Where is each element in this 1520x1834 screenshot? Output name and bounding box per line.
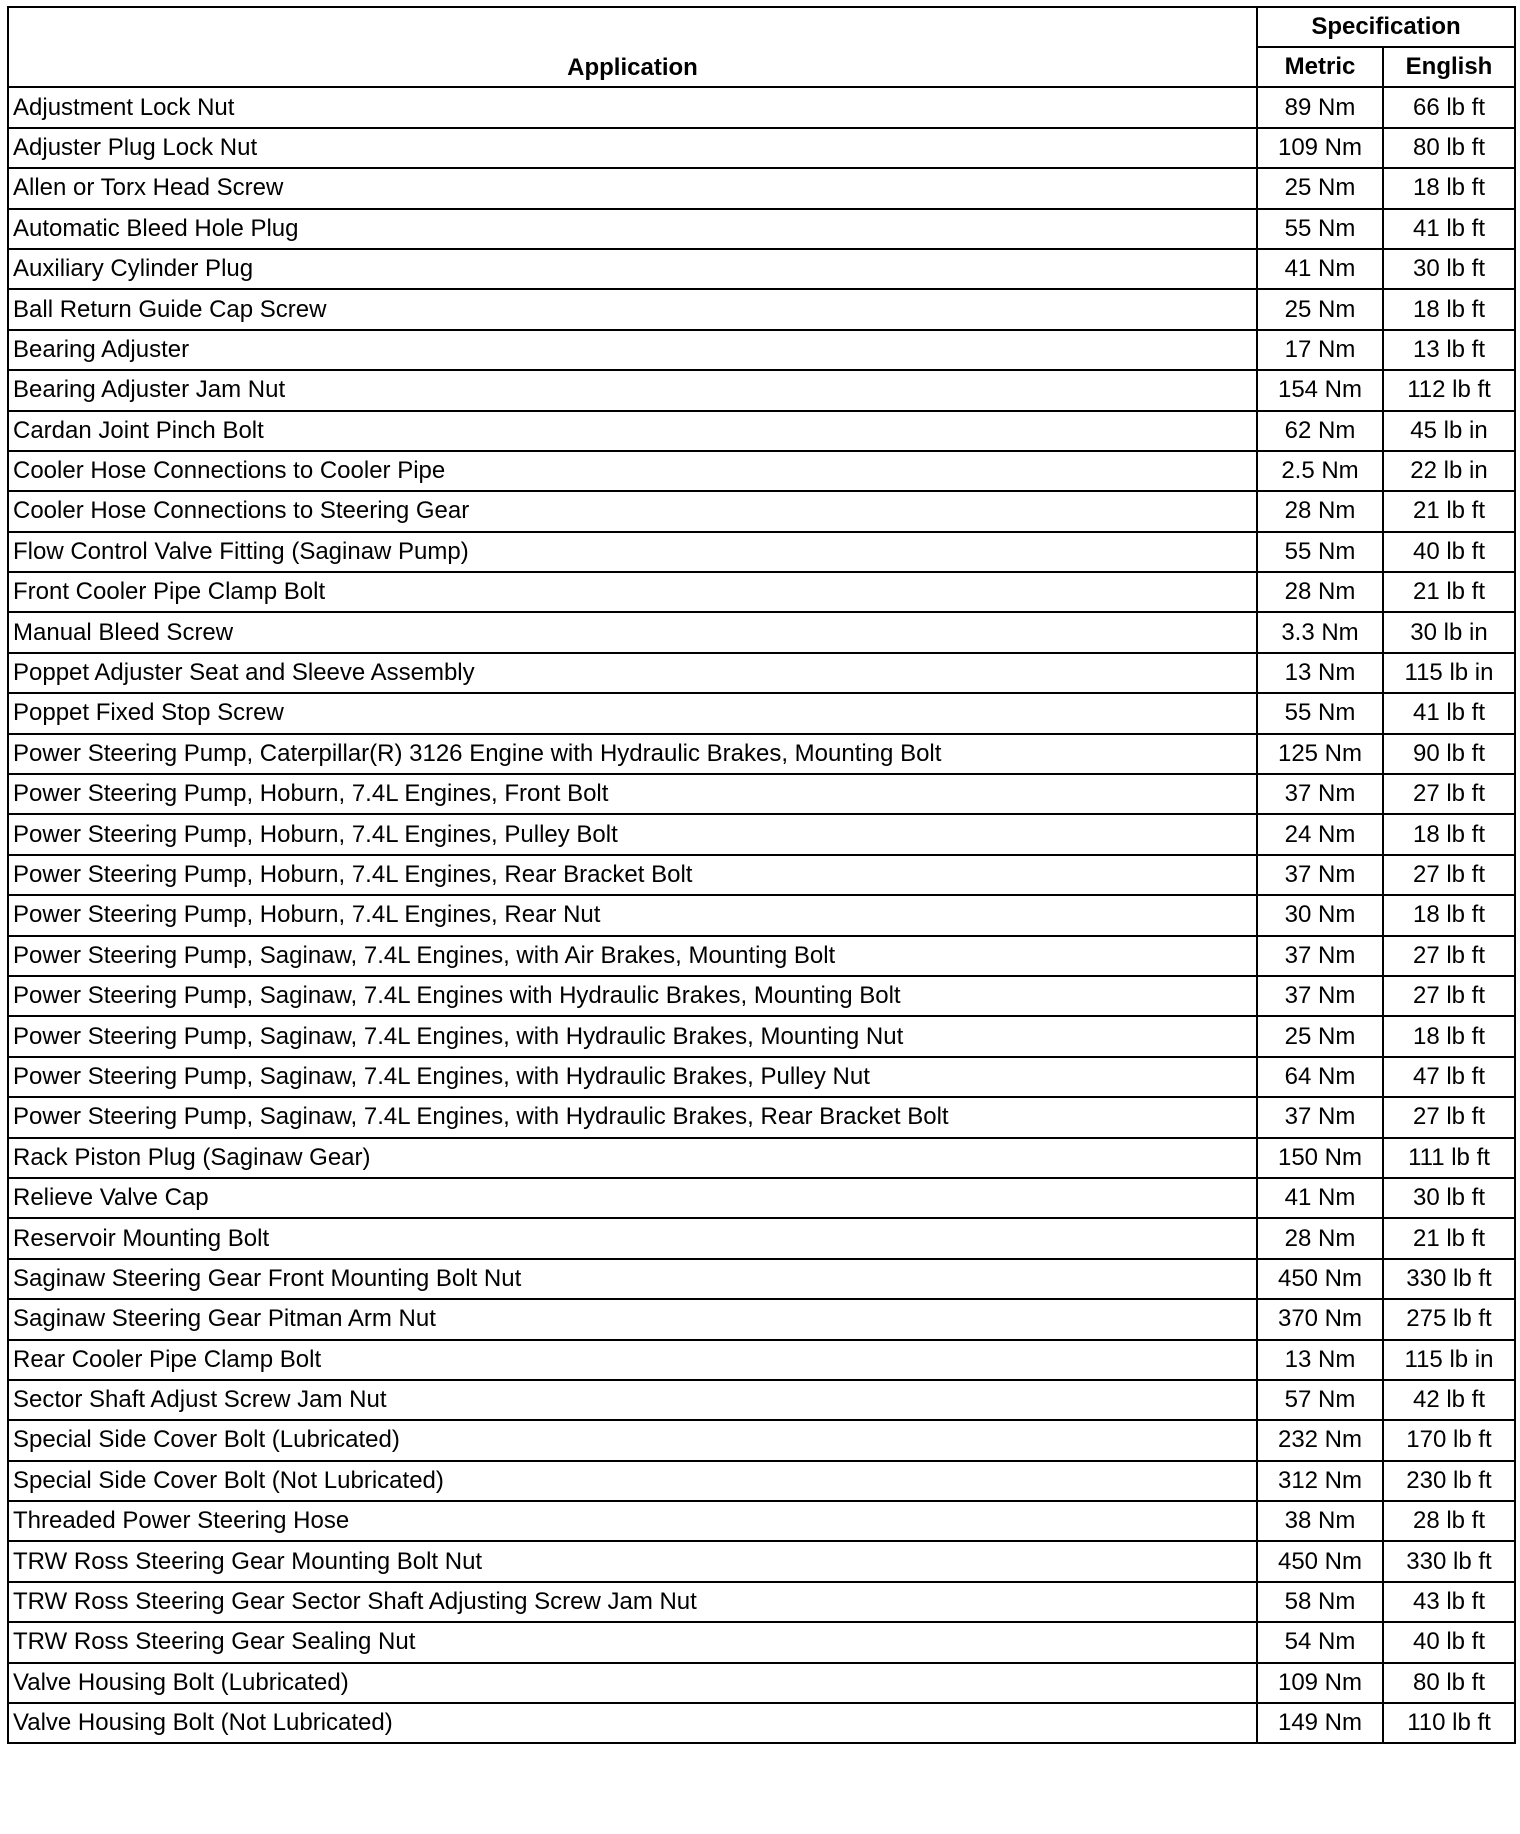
application-cell: Allen or Torx Head Screw (8, 168, 1257, 208)
application-cell: Relieve Valve Cap (8, 1178, 1257, 1218)
metric-cell: 37 Nm (1257, 855, 1383, 895)
english-cell: 27 lb ft (1383, 1097, 1515, 1137)
table-row (8, 411, 1515, 451)
application-cell: Power Steering Pump, Hoburn, 7.4L Engines, Rear Bracket Bolt (8, 855, 1257, 895)
table-row (8, 976, 1515, 1016)
header-row-top (8, 7, 1515, 47)
metric-cell: 150 Nm (1257, 1138, 1383, 1178)
application-cell: TRW Ross Steering Gear Mounting Bolt Nut (8, 1541, 1257, 1581)
table-row (8, 1622, 1515, 1662)
english-cell: 42 lb ft (1383, 1380, 1515, 1420)
application-cell: Sector Shaft Adjust Screw Jam Nut (8, 1380, 1257, 1420)
spec-sheet (7, 6, 1516, 1744)
table-row (8, 855, 1515, 895)
english-cell: 330 lb ft (1383, 1541, 1515, 1581)
metric-cell: 312 Nm (1257, 1461, 1383, 1501)
application-cell: Cooler Hose Connections to Steering Gear (8, 491, 1257, 531)
application-cell: Valve Housing Bolt (Lubricated) (8, 1663, 1257, 1703)
application-cell: Automatic Bleed Hole Plug (8, 209, 1257, 249)
torque-spec-table (7, 6, 1516, 1744)
application-cell: Special Side Cover Bolt (Not Lubricated) (8, 1461, 1257, 1501)
metric-cell: 25 Nm (1257, 289, 1383, 329)
english-cell: 40 lb ft (1383, 532, 1515, 572)
metric-cell: 37 Nm (1257, 936, 1383, 976)
english-cell: 90 lb ft (1383, 734, 1515, 774)
table-row (8, 1703, 1515, 1743)
application-cell: Power Steering Pump, Saginaw, 7.4L Engines, with Air Brakes, Mounting Bolt (8, 936, 1257, 976)
table-row (8, 168, 1515, 208)
english-cell: 18 lb ft (1383, 168, 1515, 208)
application-cell: Valve Housing Bolt (Not Lubricated) (8, 1703, 1257, 1743)
application-cell: Bearing Adjuster Jam Nut (8, 370, 1257, 410)
english-cell: 21 lb ft (1383, 491, 1515, 531)
english-cell: 18 lb ft (1383, 1016, 1515, 1056)
application-cell: TRW Ross Steering Gear Sector Shaft Adjusting Screw Jam Nut (8, 1582, 1257, 1622)
english-cell: 45 lb in (1383, 411, 1515, 451)
application-cell: Cooler Hose Connections to Cooler Pipe (8, 451, 1257, 491)
english-cell: 43 lb ft (1383, 1582, 1515, 1622)
english-cell: 115 lb in (1383, 653, 1515, 693)
application-cell: Adjuster Plug Lock Nut (8, 128, 1257, 168)
application-cell: Saginaw Steering Gear Pitman Arm Nut (8, 1299, 1257, 1339)
table-row (8, 1501, 1515, 1541)
metric-cell: 28 Nm (1257, 491, 1383, 531)
english-cell: 27 lb ft (1383, 774, 1515, 814)
english-cell: 18 lb ft (1383, 895, 1515, 935)
application-cell: Special Side Cover Bolt (Lubricated) (8, 1420, 1257, 1460)
english-cell: 170 lb ft (1383, 1420, 1515, 1460)
table-header (8, 7, 1515, 87)
table-row (8, 734, 1515, 774)
application-cell: Front Cooler Pipe Clamp Bolt (8, 572, 1257, 612)
table-row (8, 330, 1515, 370)
table-row (8, 1663, 1515, 1703)
metric-cell: 154 Nm (1257, 370, 1383, 410)
table-row (8, 774, 1515, 814)
metric-cell: 30 Nm (1257, 895, 1383, 935)
application-column-header: Application (8, 7, 1257, 87)
metric-cell: 149 Nm (1257, 1703, 1383, 1743)
metric-cell: 62 Nm (1257, 411, 1383, 451)
application-cell: Bearing Adjuster (8, 330, 1257, 370)
english-cell: 111 lb ft (1383, 1138, 1515, 1178)
english-cell: 13 lb ft (1383, 330, 1515, 370)
table-body (8, 87, 1515, 1743)
application-cell: Adjustment Lock Nut (8, 87, 1257, 127)
english-cell: 115 lb in (1383, 1340, 1515, 1380)
application-cell: Poppet Fixed Stop Screw (8, 693, 1257, 733)
metric-cell: 2.5 Nm (1257, 451, 1383, 491)
english-cell: 41 lb ft (1383, 693, 1515, 733)
english-cell: 80 lb ft (1383, 128, 1515, 168)
metric-cell: 28 Nm (1257, 572, 1383, 612)
english-cell: 18 lb ft (1383, 814, 1515, 854)
metric-cell: 450 Nm (1257, 1541, 1383, 1581)
table-row (8, 814, 1515, 854)
table-row (8, 249, 1515, 289)
metric-cell: 37 Nm (1257, 774, 1383, 814)
english-cell: 18 lb ft (1383, 289, 1515, 329)
english-cell: 80 lb ft (1383, 1663, 1515, 1703)
application-cell: Rack Piston Plug (Saginaw Gear) (8, 1138, 1257, 1178)
table-row (8, 532, 1515, 572)
application-cell: Power Steering Pump, Hoburn, 7.4L Engines, Pulley Bolt (8, 814, 1257, 854)
application-cell: Power Steering Pump, Hoburn, 7.4L Engines, Front Bolt (8, 774, 1257, 814)
metric-cell: 13 Nm (1257, 653, 1383, 693)
table-row (8, 1259, 1515, 1299)
application-cell: Reservoir Mounting Bolt (8, 1218, 1257, 1258)
english-cell: 22 lb in (1383, 451, 1515, 491)
english-cell: 28 lb ft (1383, 1501, 1515, 1541)
table-row (8, 1057, 1515, 1097)
metric-cell: 54 Nm (1257, 1622, 1383, 1662)
english-cell: 30 lb in (1383, 612, 1515, 652)
english-cell: 21 lb ft (1383, 1218, 1515, 1258)
table-row (8, 936, 1515, 976)
metric-cell: 37 Nm (1257, 1097, 1383, 1137)
table-row (8, 128, 1515, 168)
metric-cell: 25 Nm (1257, 1016, 1383, 1056)
metric-cell: 55 Nm (1257, 209, 1383, 249)
metric-cell: 232 Nm (1257, 1420, 1383, 1460)
metric-cell: 38 Nm (1257, 1501, 1383, 1541)
english-cell: 275 lb ft (1383, 1299, 1515, 1339)
english-cell: 66 lb ft (1383, 87, 1515, 127)
table-row (8, 1138, 1515, 1178)
metric-cell: 125 Nm (1257, 734, 1383, 774)
table-row (8, 693, 1515, 733)
metric-cell: 25 Nm (1257, 168, 1383, 208)
metric-cell: 109 Nm (1257, 1663, 1383, 1703)
english-cell: 47 lb ft (1383, 1057, 1515, 1097)
table-row (8, 1461, 1515, 1501)
metric-cell: 13 Nm (1257, 1340, 1383, 1380)
table-row (8, 1340, 1515, 1380)
table-row (8, 289, 1515, 329)
metric-column-header: Metric (1257, 47, 1383, 87)
application-cell: Manual Bleed Screw (8, 612, 1257, 652)
application-cell: TRW Ross Steering Gear Sealing Nut (8, 1622, 1257, 1662)
application-cell: Saginaw Steering Gear Front Mounting Bolt Nut (8, 1259, 1257, 1299)
table-row (8, 1420, 1515, 1460)
english-cell: 230 lb ft (1383, 1461, 1515, 1501)
english-cell: 41 lb ft (1383, 209, 1515, 249)
application-cell: Rear Cooler Pipe Clamp Bolt (8, 1340, 1257, 1380)
english-cell: 112 lb ft (1383, 370, 1515, 410)
table-row (8, 1380, 1515, 1420)
table-row (8, 1541, 1515, 1581)
application-cell: Ball Return Guide Cap Screw (8, 289, 1257, 329)
table-row (8, 895, 1515, 935)
table-row (8, 612, 1515, 652)
metric-cell: 89 Nm (1257, 87, 1383, 127)
english-cell: 40 lb ft (1383, 1622, 1515, 1662)
english-column-header: English (1383, 47, 1515, 87)
table-row (8, 209, 1515, 249)
table-row (8, 87, 1515, 127)
table-row (8, 1016, 1515, 1056)
application-cell: Power Steering Pump, Saginaw, 7.4L Engines, with Hydraulic Brakes, Pulley Nut (8, 1057, 1257, 1097)
metric-cell: 450 Nm (1257, 1259, 1383, 1299)
english-cell: 27 lb ft (1383, 976, 1515, 1016)
english-cell: 30 lb ft (1383, 249, 1515, 289)
metric-cell: 55 Nm (1257, 693, 1383, 733)
application-cell: Power Steering Pump, Saginaw, 7.4L Engines, with Hydraulic Brakes, Rear Bracket Bolt (8, 1097, 1257, 1137)
application-cell: Power Steering Pump, Saginaw, 7.4L Engines, with Hydraulic Brakes, Mounting Nut (8, 1016, 1257, 1056)
metric-cell: 64 Nm (1257, 1057, 1383, 1097)
table-row (8, 370, 1515, 410)
application-cell: Auxiliary Cylinder Plug (8, 249, 1257, 289)
metric-cell: 109 Nm (1257, 128, 1383, 168)
application-cell: Threaded Power Steering Hose (8, 1501, 1257, 1541)
english-cell: 27 lb ft (1383, 855, 1515, 895)
metric-cell: 55 Nm (1257, 532, 1383, 572)
table-row (8, 451, 1515, 491)
table-row (8, 1097, 1515, 1137)
english-cell: 27 lb ft (1383, 936, 1515, 976)
table-row (8, 1218, 1515, 1258)
application-cell: Poppet Adjuster Seat and Sleeve Assembly (8, 653, 1257, 693)
application-cell: Power Steering Pump, Hoburn, 7.4L Engines, Rear Nut (8, 895, 1257, 935)
metric-cell: 41 Nm (1257, 1178, 1383, 1218)
table-row (8, 1582, 1515, 1622)
english-cell: 330 lb ft (1383, 1259, 1515, 1299)
metric-cell: 58 Nm (1257, 1582, 1383, 1622)
metric-cell: 3.3 Nm (1257, 612, 1383, 652)
english-cell: 30 lb ft (1383, 1178, 1515, 1218)
table-row (8, 491, 1515, 531)
english-cell: 110 lb ft (1383, 1703, 1515, 1743)
metric-cell: 41 Nm (1257, 249, 1383, 289)
english-cell: 21 lb ft (1383, 572, 1515, 612)
specification-group-header: Specification (1257, 7, 1515, 47)
table-row (8, 1178, 1515, 1218)
table-row (8, 653, 1515, 693)
table-row (8, 1299, 1515, 1339)
metric-cell: 28 Nm (1257, 1218, 1383, 1258)
application-cell: Flow Control Valve Fitting (Saginaw Pump) (8, 532, 1257, 572)
application-cell: Cardan Joint Pinch Bolt (8, 411, 1257, 451)
application-cell: Power Steering Pump, Saginaw, 7.4L Engines with Hydraulic Brakes, Mounting Bolt (8, 976, 1257, 1016)
application-cell: Power Steering Pump, Caterpillar(R) 3126 Engine with Hydraulic Brakes, Mounting Bolt (8, 734, 1257, 774)
metric-cell: 370 Nm (1257, 1299, 1383, 1339)
metric-cell: 17 Nm (1257, 330, 1383, 370)
table-row (8, 572, 1515, 612)
metric-cell: 37 Nm (1257, 976, 1383, 1016)
metric-cell: 24 Nm (1257, 814, 1383, 854)
metric-cell: 57 Nm (1257, 1380, 1383, 1420)
